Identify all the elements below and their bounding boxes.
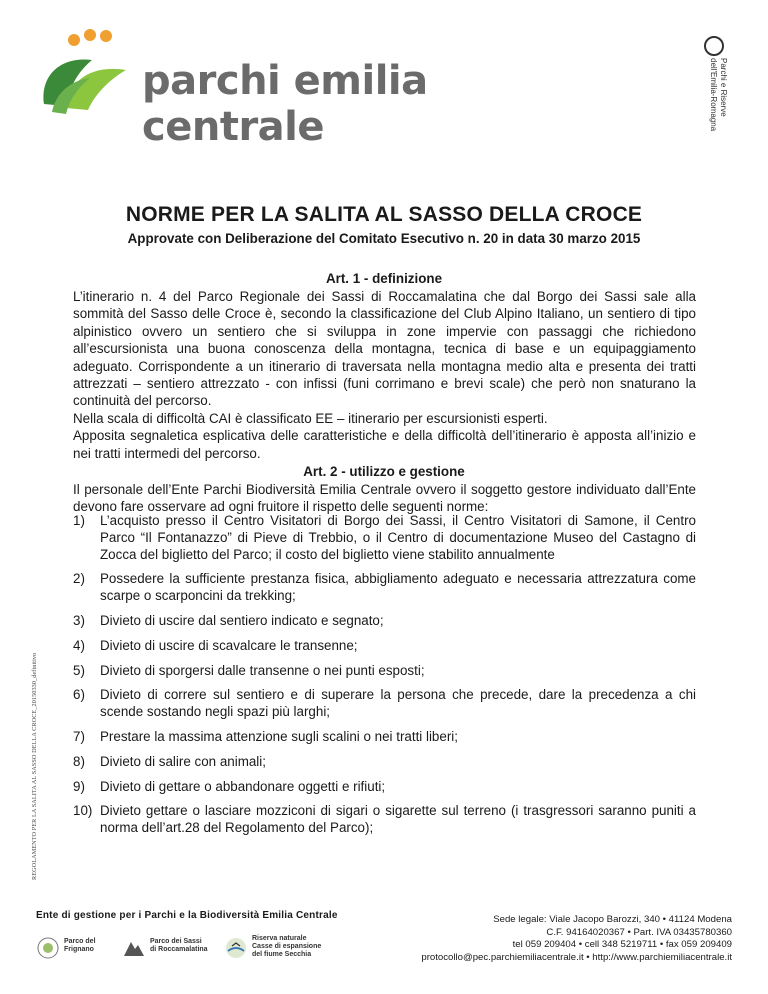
- sassi-mountain-icon: [122, 936, 146, 960]
- footer-tax-ids: C.F. 94164020367 • Part. IVA 03435780360: [546, 926, 732, 938]
- list-item: 3) Divieto di uscire dal sentiero indicato e segnato;: [73, 612, 384, 628]
- regional-parks-brand: [700, 36, 730, 132]
- document-side-label: REGOLAMENTO PER LA SALITA AL SASSO DELLA CROCE_20150330_definitivo: [31, 652, 38, 880]
- footer-phones: tel 059 209404 • cell 348 5219711 • fax 059 209409: [512, 939, 732, 951]
- list-item: 10) Divieto gettare o lasciare mozziconi di sigari o sigarette sul terreno (i trasgressori saranno puniti a norma dell’art.28 del Regolamento del Parco);: [73, 803, 696, 836]
- list-item: 8) Divieto di salire con animali;: [73, 753, 266, 769]
- frignano-emblem-icon: [36, 936, 60, 960]
- art1-paragraph-2: Nella scala di difficoltà CAI è classificato EE – itinerario per escursionisti esperti.: [73, 410, 548, 426]
- art1-body: [73, 288, 696, 462]
- list-item: 7) Prestare la massima attenzione sugli scalini o nei tratti liberi;: [73, 728, 458, 744]
- art1-paragraph-3: Apposita segnaletica esplicativa delle caratteristiche e della difficoltà dell’itinerario è apposta all’inizio e nei tratti intermedi del percorso.: [73, 428, 696, 461]
- art1-paragraph: L’itinerario n. 4 del Parco Regionale dei Sassi di Roccamalatina che dal Borgo dei Sassi sale alla sommità del Sasso delle Croce è, secondo la classificazione del Club Alpino Italiano, un sentiero di tipo alpinistico ovvero un sentiero che si sviluppa in zone impervie con passaggi che richiedono all’escursionista una buona conoscenza della montagna, tecnica di base e un equipaggiamento adeguato. Corrispondente a un itinerario di traversata nella montagna medio alta e presenta dei tratti attrezzati – sentiero attrezzato - con infissi (funi corrimano e brevi scale) che però non snaturano la continuità del percorso.: [73, 289, 696, 409]
- document-title: NORME PER LA SALITA AL SASSO DELLA CROCE: [125, 203, 643, 226]
- leaf-logo-icon: [30, 26, 150, 118]
- art2-intro: Il personale dell’Ente Parchi Biodiversità Emilia Centrale ovvero il soggetto gestore individuato dall’Ente devono fare osservare ad ogni fruitore il rispetto delle seguenti norme:: [73, 482, 696, 515]
- document-subtitle: Approvate con Deliberazione del Comitato Esecutivo n. 20 in data 30 marzo 2015: [127, 231, 641, 246]
- footer-email-web: protocollo@pec.parchiemiliacentrale.it • http://www.parchiemiliacentrale.it: [421, 951, 732, 963]
- art1-heading: Art. 1 - definizione: [325, 271, 443, 286]
- partner-logos: Parco del Frignano Parco dei Sassi di Roccamalatina Riserva naturale Casse di espansione del fiume Secchia: [36, 932, 336, 972]
- footer-contact-block: [421, 914, 732, 964]
- river-bird-icon: [224, 936, 248, 960]
- footer-address: Sede legale: Viale Jacopo Barozzi, 340 • 41124 Modena: [493, 914, 732, 925]
- regional-emblem-icon: [704, 36, 724, 56]
- organization-logo: [30, 26, 550, 150]
- art2-heading: Art. 2 - utilizzo e gestione: [303, 464, 465, 479]
- list-item: 4) Divieto di uscire di scavalcare le transenne;: [73, 637, 358, 653]
- footer-entity-name: Ente di gestione per i Parchi e la Biodiversità Emilia Centrale: [36, 910, 338, 921]
- rules-list: [73, 513, 696, 845]
- list-item: 1) L’acquisto presso il Centro Visitatori di Borgo dei Sassi, il Centro Visitatori di Samone, il Centro Parco “Il Fontanazzo” di Pieve di Trebbio, o il Centro di documentazione Museo del Castagno di Zocca del biglietto del Parco; il costo del biglietto viene stabilito annualmente: [73, 513, 696, 562]
- list-item: 2) Possedere la sufficiente prestanza fisica, abbigliamento adeguato e necessaria attrezzatura come scarpe o scarponcini da trekking;: [73, 571, 696, 604]
- regional-brand-text: Parchi e Riserve dell'Emilia-Romagna: [709, 58, 728, 132]
- list-item: 5) Divieto di sporgersi dalle transenne o nei punti esposti;: [73, 662, 425, 678]
- list-item: 9) Divieto di gettare o abbandonare oggetti e rifiuti;: [73, 778, 386, 794]
- logo-wordmark: parchi emilia centrale: [142, 58, 428, 150]
- list-item: 6) Divieto di correre sul sentiero e di superare la persona che precede, dare la precedenza a chi scende sostando negli spazi più larghi;: [73, 687, 696, 720]
